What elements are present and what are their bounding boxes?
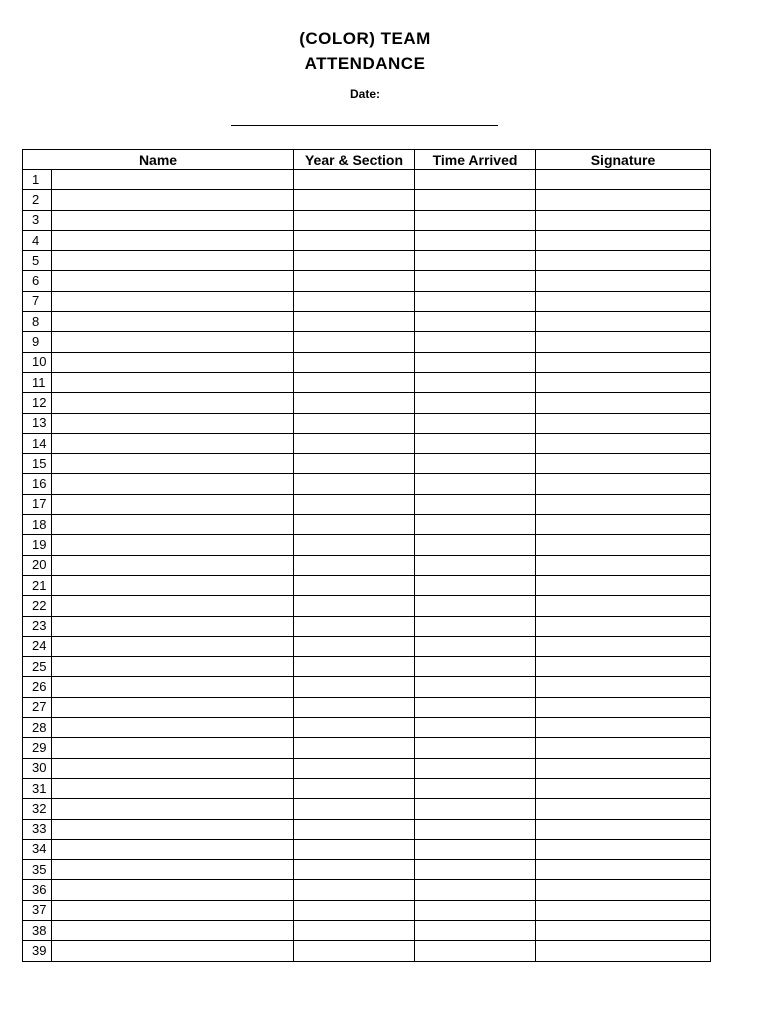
row-number: 9 [23,332,52,352]
name-cell[interactable] [52,170,294,190]
table-row [23,332,711,352]
signature-cell[interactable] [536,494,711,514]
signature-cell[interactable] [536,718,711,738]
signature-cell[interactable] [536,515,711,535]
signature-cell[interactable] [536,190,711,210]
signature-cell[interactable] [536,454,711,474]
table-row [23,251,711,271]
name-cell[interactable] [52,697,294,717]
year-section-cell[interactable] [294,413,415,433]
table-row [23,291,711,311]
time-arrived-cell[interactable] [415,636,536,656]
row-number: 5 [23,251,52,271]
table-row [23,819,711,839]
signature-cell[interactable] [536,778,711,798]
name-cell[interactable] [52,190,294,210]
table-row [23,758,711,778]
table-row [23,494,711,514]
name-cell[interactable] [52,271,294,291]
year-section-cell[interactable] [294,210,415,230]
row-number: 20 [23,555,52,575]
year-section-cell[interactable] [294,697,415,717]
year-section-cell[interactable] [294,718,415,738]
year-section-cell[interactable] [294,251,415,271]
signature-cell[interactable] [536,900,711,920]
table-row [23,210,711,230]
date-label: Date: [349,87,380,101]
year-section-cell[interactable] [294,372,415,392]
row-number: 34 [23,839,52,859]
time-arrived-cell[interactable] [415,271,536,291]
year-section-cell[interactable] [294,271,415,291]
time-arrived-cell[interactable] [415,170,536,190]
time-arrived-cell[interactable] [415,860,536,880]
row-number: 11 [23,372,52,392]
table-header-row [23,150,711,170]
row-number: 27 [23,697,52,717]
table-row [23,778,711,798]
name-cell[interactable] [52,860,294,880]
table-row [23,312,711,332]
row-number: 32 [23,799,52,819]
table-row [23,657,711,677]
table-row [23,920,711,940]
name-cell[interactable] [52,819,294,839]
table-row [23,718,711,738]
signature-cell[interactable] [536,616,711,636]
time-arrived-cell[interactable] [415,190,536,210]
row-number: 14 [23,433,52,453]
year-section-cell[interactable] [294,920,415,940]
year-section-cell[interactable] [294,515,415,535]
year-section-cell[interactable] [294,860,415,880]
time-arrived-cell[interactable] [415,494,536,514]
year-section-cell[interactable] [294,291,415,311]
year-section-cell[interactable] [294,900,415,920]
column-header-name: Name [23,150,294,170]
name-cell[interactable] [52,636,294,656]
year-section-cell[interactable] [294,352,415,372]
table-row [23,413,711,433]
signature-cell[interactable] [536,352,711,372]
year-section-cell[interactable] [294,596,415,616]
column-header-year-section: Year & Section [294,150,415,170]
year-section-cell[interactable] [294,393,415,413]
time-arrived-cell[interactable] [415,413,536,433]
name-cell[interactable] [52,230,294,250]
table-row [23,271,711,291]
table-row [23,433,711,453]
row-number: 16 [23,474,52,494]
signature-cell[interactable] [536,920,711,940]
signature-cell[interactable] [536,839,711,859]
time-arrived-cell[interactable] [415,454,536,474]
time-arrived-cell[interactable] [415,332,536,352]
table-row [23,535,711,555]
table-row [23,616,711,636]
time-arrived-cell[interactable] [415,616,536,636]
row-number: 15 [23,454,52,474]
time-arrived-cell[interactable] [415,596,536,616]
year-section-cell[interactable] [294,819,415,839]
row-number: 23 [23,616,52,636]
row-number: 28 [23,718,52,738]
name-cell[interactable] [52,657,294,677]
year-section-cell[interactable] [294,758,415,778]
name-cell[interactable] [52,312,294,332]
time-arrived-cell[interactable] [415,352,536,372]
attendance-table [22,149,711,962]
signature-cell[interactable] [536,697,711,717]
column-header-signature: Signature [536,150,711,170]
signature-cell[interactable] [536,535,711,555]
signature-cell[interactable] [536,251,711,271]
time-arrived-cell[interactable] [415,372,536,392]
time-arrived-cell[interactable] [415,718,536,738]
date-blank-line[interactable] [231,125,498,126]
name-cell[interactable] [52,372,294,392]
signature-cell[interactable] [536,170,711,190]
table-row [23,474,711,494]
row-number: 19 [23,535,52,555]
signature-cell[interactable] [536,738,711,758]
name-cell[interactable] [52,616,294,636]
table-row [23,454,711,474]
row-number: 30 [23,758,52,778]
table-row [23,799,711,819]
row-number: 33 [23,819,52,839]
time-arrived-cell[interactable] [415,778,536,798]
signature-cell[interactable] [536,210,711,230]
year-section-cell[interactable] [294,332,415,352]
year-section-cell[interactable] [294,657,415,677]
time-arrived-cell[interactable] [415,941,536,961]
time-arrived-cell[interactable] [415,677,536,697]
signature-cell[interactable] [536,555,711,575]
time-arrived-cell[interactable] [415,433,536,453]
year-section-cell[interactable] [294,474,415,494]
signature-cell[interactable] [536,271,711,291]
time-arrived-cell[interactable] [415,230,536,250]
name-cell[interactable] [52,210,294,230]
signature-cell[interactable] [536,799,711,819]
year-section-cell[interactable] [294,839,415,859]
table-row [23,555,711,575]
name-cell[interactable] [52,941,294,961]
row-number: 4 [23,230,52,250]
year-section-cell[interactable] [294,494,415,514]
row-number: 13 [23,413,52,433]
name-cell[interactable] [52,738,294,758]
time-arrived-cell[interactable] [415,535,536,555]
year-section-cell[interactable] [294,778,415,798]
row-number: 8 [23,312,52,332]
year-section-cell[interactable] [294,170,415,190]
row-number: 22 [23,596,52,616]
row-number: 1 [23,170,52,190]
table-row [23,900,711,920]
table-row [23,636,711,656]
name-cell[interactable] [52,291,294,311]
year-section-cell[interactable] [294,636,415,656]
time-arrived-cell[interactable] [415,758,536,778]
row-number: 21 [23,575,52,595]
attendance-table-body [23,170,711,962]
table-row [23,596,711,616]
row-number: 31 [23,778,52,798]
row-number: 35 [23,860,52,880]
row-number: 36 [23,880,52,900]
name-cell[interactable] [52,474,294,494]
column-header-time-arrived: Time Arrived [415,150,536,170]
row-number: 38 [23,920,52,940]
table-row [23,230,711,250]
signature-cell[interactable] [536,880,711,900]
row-number: 17 [23,494,52,514]
name-cell[interactable] [52,352,294,372]
name-cell[interactable] [52,393,294,413]
year-section-cell[interactable] [294,575,415,595]
row-number: 18 [23,515,52,535]
table-row [23,393,711,413]
signature-cell[interactable] [536,941,711,961]
year-section-cell[interactable] [294,616,415,636]
table-row [23,352,711,372]
time-arrived-cell[interactable] [415,474,536,494]
time-arrived-cell[interactable] [415,738,536,758]
signature-cell[interactable] [536,596,711,616]
name-cell[interactable] [52,920,294,940]
row-number: 7 [23,291,52,311]
year-section-cell[interactable] [294,454,415,474]
signature-cell[interactable] [536,819,711,839]
name-cell[interactable] [52,718,294,738]
time-arrived-cell[interactable] [415,393,536,413]
table-row [23,372,711,392]
row-number: 37 [23,900,52,920]
name-cell[interactable] [52,880,294,900]
name-cell[interactable] [52,555,294,575]
signature-cell[interactable] [536,312,711,332]
table-row [23,880,711,900]
year-section-cell[interactable] [294,555,415,575]
name-cell[interactable] [52,575,294,595]
time-arrived-cell[interactable] [415,251,536,271]
name-cell[interactable] [52,839,294,859]
row-number: 39 [23,941,52,961]
table-row [23,677,711,697]
time-arrived-cell[interactable] [415,555,536,575]
time-arrived-cell[interactable] [415,657,536,677]
table-row [23,575,711,595]
signature-cell[interactable] [536,230,711,250]
time-arrived-cell[interactable] [415,839,536,859]
signature-cell[interactable] [536,332,711,352]
row-number: 26 [23,677,52,697]
name-cell[interactable] [52,494,294,514]
table-row [23,697,711,717]
row-number: 24 [23,636,52,656]
name-cell[interactable] [52,677,294,697]
time-arrived-cell[interactable] [415,291,536,311]
year-section-cell[interactable] [294,941,415,961]
row-number: 12 [23,393,52,413]
signature-cell[interactable] [536,474,711,494]
name-cell[interactable] [52,251,294,271]
signature-cell[interactable] [536,860,711,880]
year-section-cell[interactable] [294,230,415,250]
table-row [23,170,711,190]
time-arrived-cell[interactable] [415,575,536,595]
year-section-cell[interactable] [294,190,415,210]
table-row [23,941,711,961]
table-row [23,860,711,880]
signature-cell[interactable] [536,393,711,413]
table-row [23,190,711,210]
row-number: 10 [23,352,52,372]
name-cell[interactable] [52,515,294,535]
table-row [23,738,711,758]
time-arrived-cell[interactable] [415,900,536,920]
row-number: 2 [23,190,52,210]
year-section-cell[interactable] [294,312,415,332]
year-section-cell[interactable] [294,880,415,900]
signature-cell[interactable] [536,657,711,677]
name-cell[interactable] [52,758,294,778]
name-cell[interactable] [52,535,294,555]
signature-cell[interactable] [536,636,711,656]
signature-cell[interactable] [536,575,711,595]
year-section-cell[interactable] [294,433,415,453]
table-row [23,839,711,859]
row-number: 29 [23,738,52,758]
time-arrived-cell[interactable] [415,697,536,717]
time-arrived-cell[interactable] [415,312,536,332]
year-section-cell[interactable] [294,799,415,819]
year-section-cell[interactable] [294,738,415,758]
time-arrived-cell[interactable] [415,210,536,230]
time-arrived-cell[interactable] [415,880,536,900]
document-title-line-1: (COLOR) TEAM [299,29,431,48]
name-cell[interactable] [52,596,294,616]
name-cell[interactable] [52,332,294,352]
time-arrived-cell[interactable] [415,799,536,819]
time-arrived-cell[interactable] [415,819,536,839]
signature-cell[interactable] [536,413,711,433]
signature-cell[interactable] [536,677,711,697]
table-row [23,515,711,535]
row-number: 3 [23,210,52,230]
signature-cell[interactable] [536,433,711,453]
row-number: 6 [23,271,52,291]
name-cell[interactable] [52,413,294,433]
time-arrived-cell[interactable] [415,920,536,940]
name-cell[interactable] [52,799,294,819]
time-arrived-cell[interactable] [415,515,536,535]
signature-cell[interactable] [536,372,711,392]
year-section-cell[interactable] [294,535,415,555]
name-cell[interactable] [52,900,294,920]
name-cell[interactable] [52,454,294,474]
document-title-line-2: ATTENDANCE [304,54,426,73]
row-number: 25 [23,657,52,677]
year-section-cell[interactable] [294,677,415,697]
signature-cell[interactable] [536,758,711,778]
name-cell[interactable] [52,778,294,798]
name-cell[interactable] [52,433,294,453]
signature-cell[interactable] [536,291,711,311]
